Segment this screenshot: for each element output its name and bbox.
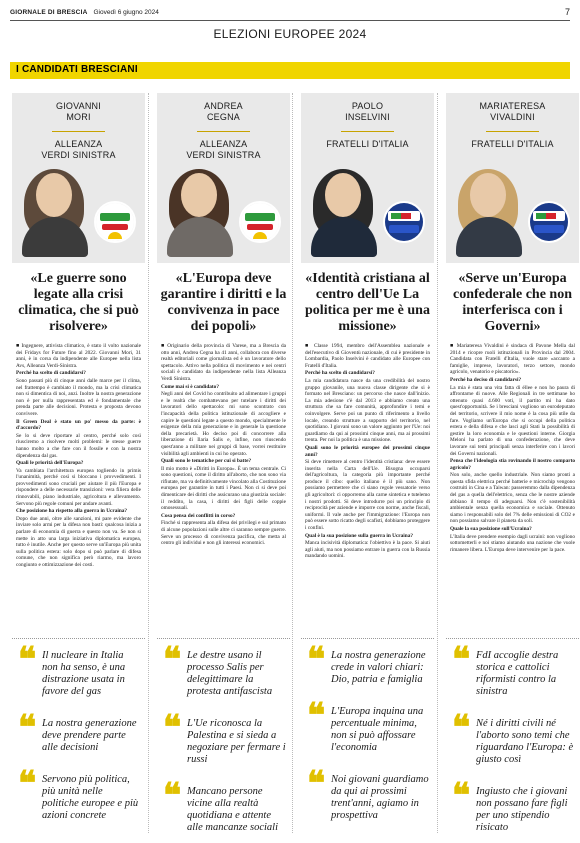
quote-divider [446, 638, 579, 639]
party-logo-icon [383, 201, 425, 243]
party-logo-icon [94, 201, 136, 243]
quote-mark-icon: ❝ [18, 642, 37, 679]
article-paragraph [450, 526, 575, 533]
interview-question: Perché ha scelto di candidarsi? [305, 370, 375, 377]
article-paragraph [16, 343, 141, 369]
header-rule [10, 20, 570, 21]
page-header [10, 6, 570, 18]
article-paragraph [16, 370, 141, 377]
article-paragraph [161, 513, 286, 520]
pull-quotes [305, 642, 430, 842]
quote-mark-icon: ❝ [307, 698, 326, 735]
candidate-name [301, 101, 434, 123]
article-paragraph [16, 508, 141, 515]
interview-question: Pensa che l'ideologia stia rovinando il nostro comparto agricolo? [450, 458, 575, 471]
candidate-name [12, 101, 145, 123]
section-band [10, 62, 570, 79]
party-line: ALLEANZA [54, 139, 103, 149]
pull-quotes [450, 642, 575, 843]
article-paragraph [450, 343, 575, 376]
candidate-last-name: VIVALDINI [490, 112, 535, 122]
article-text: Manca incisività diplomatica: l'obiettivo è la pace. Si aiuti agli aiuti, ma non possiamo entrare in guerra con la Russia mandando uomini. [305, 540, 430, 560]
party-name [446, 139, 579, 150]
article-paragraph [305, 540, 430, 560]
interview-headline: «Serve un'Europa confederale che non interferisca con i Governi» [453, 271, 572, 334]
article-paragraph [450, 385, 575, 458]
candidate-last-name: CEGNA [206, 112, 240, 122]
article-text: ■ Mariateresa Vivaldini è sindaca di Pavone Mella dal 2014 e ricopre ruoli istituzionali in Provincia dal 2004. Candidata con Fratelli d'Italia, vuole stare «accanto a famiglie, imprese, lavoratori, terzo settore, mondo agricolo, venatorio e piscatorio». [450, 343, 575, 376]
candidate-portrait-box [301, 93, 434, 263]
article-paragraph [450, 458, 575, 471]
issue-date: Giovedì 6 giugno 2024 [93, 8, 159, 16]
party-line: VERDI SINISTRA [41, 150, 116, 160]
pull-quote-text: Le destre usano il processo Salis per delegittimare la protesta antifascista [187, 650, 273, 697]
column-divider [148, 93, 149, 833]
article-paragraph [305, 378, 430, 444]
interview-question: Che posizione ha rispetto alla guerra in Ucraina? [16, 508, 128, 515]
quote-mark-icon: ❝ [452, 642, 471, 679]
section-title: ELEZIONI EUROPEE 2024 [213, 27, 367, 41]
interview-question: Cosa pensa dei conflitti in corso? [161, 512, 236, 519]
article-paragraph [450, 472, 575, 525]
quote-mark-icon: ❝ [163, 642, 182, 679]
article-text: La mia è stata una vita fatta di éllee e non ho paura di affrontarne di nuove. Alle Regionali in tre settimane ho ottenuto quasi 4.600 voti, il partito mi ha dato quest'opportunità. Se i bresciani vogliono un eurodeputato del territorio, scrivere il mio nome è la cosa più utile da fare. Vogliamo un'Europa che si occupi della politica estera e della difesa e che lasci agli Stati la possibilità di gestire la loro economia e le questioni interne. Giorgia Meloni ha parlato di una confederazione, che deve lavorare sui temi principali senza interferire con i lavori dei Governi nazionali. [450, 384, 575, 457]
pull-quote-text: FdI accoglie destra storica e cattolici riformisti contro la sinistra [476, 650, 559, 697]
party-logo-icon [528, 201, 570, 243]
candidate-name [157, 101, 290, 123]
article-paragraph [305, 370, 430, 377]
pull-quote [305, 766, 430, 822]
interview-body [450, 343, 575, 573]
candidate-first-name: GIOVANNI [56, 101, 101, 111]
interview-headline: «L'Europa deve garantire i diritti e la convivenza in pace dei popoli» [160, 271, 287, 334]
quote-divider [157, 638, 290, 639]
article-text: Negli anni del Covid ho contribuito ad alimentare i gruppi e le realtà che combattevano per tutelare i diritti dei lavoratori dello spettacolo: mi sono scontrato con l'incapacità della politica istituzionale di accogliere e capire le questioni legate a questo mondo, specialmente le esigenze della mia generazione e in generale la questione della precarietà. Ho deciso poi di concorrere alla liberazione di Ilaria Salis e, infine, non riuscendo quest'anno a militare nei gruppi di base, vorrei restituire visibilità agli ambienti in cui ho operato. [161, 391, 286, 457]
interview-question: Quali le priorità dell'Europa? [16, 460, 84, 467]
article-text: ■ Classe 1994, membro dell'Assemblea nazionale e dell'esecutivo di Gioventù nazionale, di cui è presidente in Lombardia, Paolo Inselvini è candidato alle Europee con Fratelli d'Italia. [305, 343, 430, 369]
pull-quote [450, 710, 575, 766]
pull-quote [16, 710, 141, 754]
article-text: Si deve rimettere al centro l'identità cristiana: deve essere inserita nella Carta dell'Ue. Bisogna occuparsi dell'agricoltura, la categoria più importante perché produce il cibo: quello italiano è il più sano. Non possiamo permettere che ci siano regole vessatorie verso gli agricoltori: ci opporremo alla carne sintetica e tutelemo i nostri prodotti. Si deve introdurre poi un principio di reciprocità per aziende e imporre con norme, anche fiscali, uniformi. Il vale anche per l'immigrazione: l'Europa non può essere sotto ricatto degli scafisti, dobbiamo proteggere i confini. [305, 459, 430, 532]
interview-question: Qual è la sua posizione sulla guerra in Ucraina? [305, 532, 414, 539]
interview-body [161, 343, 286, 573]
candidate-column [301, 93, 434, 833]
name-divider [341, 131, 394, 132]
column-divider [292, 93, 293, 833]
article-text: Finché si rappresenta alla difesa dei privilegi e sul primato di alcune popolazioni sulle altre ci saranno sempre guerre. Serve un processo di convivenza pacifica, che metta al centro gli individui e non gli interessi economici. [161, 520, 286, 547]
candidate-last-name: MORI [66, 112, 91, 122]
pull-quote [305, 642, 430, 686]
article-paragraph [450, 534, 575, 554]
party-line: FRATELLI D'ITALIA [471, 139, 554, 149]
party-logo-icon [239, 201, 281, 243]
candidate-first-name: ANDREA [204, 101, 243, 111]
pull-quote-text: Né i diritti civili né l'aborto sono temi che riguardano l'Europa: è giusto così [476, 718, 574, 765]
newspaper-name: GIORNALE DI BRESCIA [10, 8, 88, 16]
interview-headline: «Le guerre sono legate alla crisi climatica, che si può risolvere» [18, 271, 139, 334]
band-label: I CANDIDATI BRESCIANI [16, 64, 138, 75]
article-text: L'Italia deve prendere esempio dagli ucraini: non vogliono sottometterli e noi stiamo aiutando una nazione che vuole rimanere libera. L'Europa deve intervenire per la pace. [450, 533, 575, 553]
article-paragraph [161, 343, 286, 383]
pull-quotes [161, 642, 286, 843]
article-paragraph [16, 433, 141, 459]
candidate-face [36, 173, 72, 217]
interview-body [16, 343, 141, 573]
party-name [301, 139, 434, 150]
article-paragraph [161, 466, 286, 512]
pull-quote [305, 698, 430, 754]
candidate-portrait-box [12, 93, 145, 263]
pull-quote [16, 766, 141, 822]
quote-mark-icon: ❝ [18, 766, 37, 803]
article-paragraph [305, 533, 430, 540]
article-text: Non solo, anche quello industriale. Non siamo pronti a questa sfida elettrica perché batterie e microchip vengono costruiti in Cina e a Taiwan: passeremmo dalla dipendenza del gas a quella dell'elettrico, senza che le nostre aziende abbiano il tempo di adeguarsi. Non c'è sostenibilità ambientale senza quella economica e sociale. Ottenuto siamo i responsabili solo del 7% delle emissioni di CO2 e non possiamo salvare il pianeta da soli. [450, 472, 575, 525]
page-number: 7 [564, 7, 570, 17]
interview-body [305, 343, 430, 573]
interview-headline: «Identità cristiana al centro dell'Ue La politica per me è una missione» [305, 271, 430, 334]
pull-quote [16, 642, 141, 698]
candidate-name [446, 101, 579, 123]
pull-quote-text: Il nucleare in Italia non ha senso, è una distrazione usata in favore del gas [42, 650, 126, 697]
interview-question: Perché ha scelto di candidarsi? [16, 370, 86, 377]
interview-question: Quale la sua posizione sull'Ucraina? [450, 526, 532, 533]
party-name [157, 139, 290, 161]
pull-quote-text: Ingiusto che i giovani non possano fare figli per uno stipendio risicato [476, 786, 568, 833]
article-text: Il mio motto è «Diritti in Europa». È un tema centrale. Ci sono questioni, come il diritto all'aborto, che non sono via rifiutate, ma va definitivamente vincolato alla Costituzione europea per garantire in tutti i Paesi. Non ci si deve poi dimenticare dei diritti che assicurano una giustizia sociale: il reddito, la casa, i diritti dei figli delle coppie omosessuali. [161, 465, 286, 512]
article-paragraph [16, 378, 141, 418]
name-divider [197, 131, 250, 132]
interview-question: Quali sono le priorità europee dei prossimi cinque anni? [305, 444, 430, 458]
candidate-column [446, 93, 579, 833]
article-text: Dopo due anni, oltre alle sanzioni, mi pare evidente che inviare solo armi per la difesa non basti: qualcosa inizia a parlare di economia di guerra e questo non va. Se non si mette in atto una larga iniziativa diplomatica europea, tutto è inutile. Anche per questo serve un'Europa più unita sulla politica estera: solo dopo si può parlare di difesa comune, che non significa però riarmo, ma lavoro congiunto e ottimizzazione dei costi. [16, 515, 141, 568]
interview-question: Perché ha deciso di candidarsi? [450, 376, 522, 383]
pull-quote-text: Mancano persone vicine alla realtà quotidiana e attente alle mancanze sociali [187, 786, 278, 833]
candidate-portrait-box [157, 93, 290, 263]
pull-quote [161, 642, 286, 698]
candidate-face [470, 173, 506, 217]
article-paragraph [450, 377, 575, 384]
article-paragraph [161, 384, 286, 391]
quote-mark-icon: ❝ [452, 778, 471, 815]
party-line: VERDI SINISTRA [186, 150, 261, 160]
party-name [12, 139, 145, 161]
article-paragraph [305, 459, 430, 532]
article-paragraph [16, 516, 141, 569]
pull-quote-text: La nostra generazione deve prendere parte alle decisioni [42, 718, 137, 753]
quote-mark-icon: ❝ [452, 710, 471, 747]
quote-divider [301, 638, 434, 639]
pull-quote-text: L'Ue riconosca la Palestina e si sieda a negoziare per fermare i russi [187, 718, 286, 765]
pull-quote [450, 642, 575, 698]
party-line: FRATELLI D'ITALIA [326, 139, 409, 149]
article-paragraph [16, 468, 141, 508]
candidate-face [181, 173, 217, 217]
article-paragraph [16, 460, 141, 467]
candidate-column [157, 93, 290, 833]
pull-quote-text: L'Europa inquina una percentuale minima, non si può affossare l'economia [331, 706, 424, 753]
quote-mark-icon: ❝ [163, 710, 182, 747]
party-line: ALLEANZA [199, 139, 248, 149]
candidate-face [325, 173, 361, 217]
candidate-portrait-box [446, 93, 579, 263]
pull-quote-text: Noi giovani guardiamo da qui ai prossimi trent'anni, agiamo in prospettiva [331, 774, 429, 821]
pull-quote [161, 710, 286, 766]
quote-mark-icon: ❝ [307, 642, 326, 679]
interview-question: Come mai si è candidato? [161, 383, 219, 390]
article-paragraph [161, 458, 286, 465]
interview-question: Il Green Deal è stato un po' messo da parte: è d'accordo? [16, 418, 141, 432]
quote-mark-icon: ❝ [307, 766, 326, 803]
interview-question: Quali sono le tematiche per cui si batte? [161, 458, 252, 465]
pull-quote-text: La nostra generazione crede in valori chiari: Dio, patria e famiglia [331, 650, 426, 685]
name-divider [486, 131, 539, 132]
quote-divider [12, 638, 145, 639]
pull-quotes [16, 642, 141, 842]
article-text: Se lo si deve riportare al centro, perché solo così riusciremo a risolvere molti problemi: le stesse guerre hanno molto a che fare con il fossile e con la nostra dipendenza dal gas. [16, 432, 141, 459]
quote-mark-icon: ❝ [18, 710, 37, 747]
name-divider [52, 131, 105, 132]
article-paragraph [161, 520, 286, 546]
candidate-column [12, 93, 145, 833]
pull-quote-text: Servono più politica, più unità nelle politiche europee e più azioni concrete [42, 774, 139, 821]
article-text: Sono passati più di cinque anni dalle marce per il clima, nel frattempo è cambiato il mondo, ma la crisi climatica non si dimentica di noi, anzi. Inoltre la nostra generazione non è per nulla rappresentata ed è fondamentale che prenda parte alle decisioni. Protesta e proposta devono convivere. [16, 377, 141, 417]
column-divider [437, 93, 438, 833]
article-paragraph [305, 343, 430, 369]
article-text: ■ Ingegnere, attivista climatico, è stato il volto nazionale dei Fridays for Future fino al 2022. Giovanni Mori, 31 anni, è in corsa da indipendente alle Europee nella lista Avs, Alleanza Verdi-Sinistra. [16, 343, 141, 369]
article-paragraph [16, 419, 141, 432]
article-text: La mia candidatura nasce da una credibilità del nostro gruppo giovanile, una nuova classe dirigente che si è formato nel Bresciano: un percorso che nasce dall'inizio. La mia adesione c'è dal 2013 e abbiamo creato una struttura che sa fare comunità, approfondire i temi e coinvolgere. Serve poi un punto di riferimento a livello locale, creando strutture a supporto del territorio, nel quotidiano. I giovani sono un valore aggiunto per l'Ue: noi guardiamo da qui ai prossimi cinque anni, ma ai prossimi trenta. Per noi la politica è una missione. [305, 377, 430, 444]
article-paragraph [161, 391, 286, 457]
candidate-first-name: MARIATERESA [479, 101, 546, 111]
quote-mark-icon: ❝ [163, 778, 182, 815]
article-paragraph [305, 445, 430, 458]
article-text: Va cambiata l'architettura europea togliendo in primis l'unanimità, perché così si bloccano i provvedimenti. I provvedimenti sono cruciali per aiutare il più l'Europa e rispondere a delle necessarie transizioni: vera filiera delle rinnovabili, piano industriale, agricoltura e allevamento. Servono più regole comuni per andare avanti. [16, 467, 141, 507]
article-text: ■ Originario della provincia di Varese, ma a Brescia da otto anni, Andrea Cegna ha 41 anni, collabora con diverse realtà editoriali come giornalista ed è un lavoratore dello spettacolo. Attivo nella politica di movimento e nei centri sociali è candidato da indipendente nella lista Alleanza Verdi Sinistra. [161, 343, 286, 382]
candidate-first-name: PAOLO [351, 101, 384, 111]
pull-quote [450, 778, 575, 834]
candidate-last-name: INSELVINI [345, 112, 390, 122]
pull-quote [161, 778, 286, 834]
